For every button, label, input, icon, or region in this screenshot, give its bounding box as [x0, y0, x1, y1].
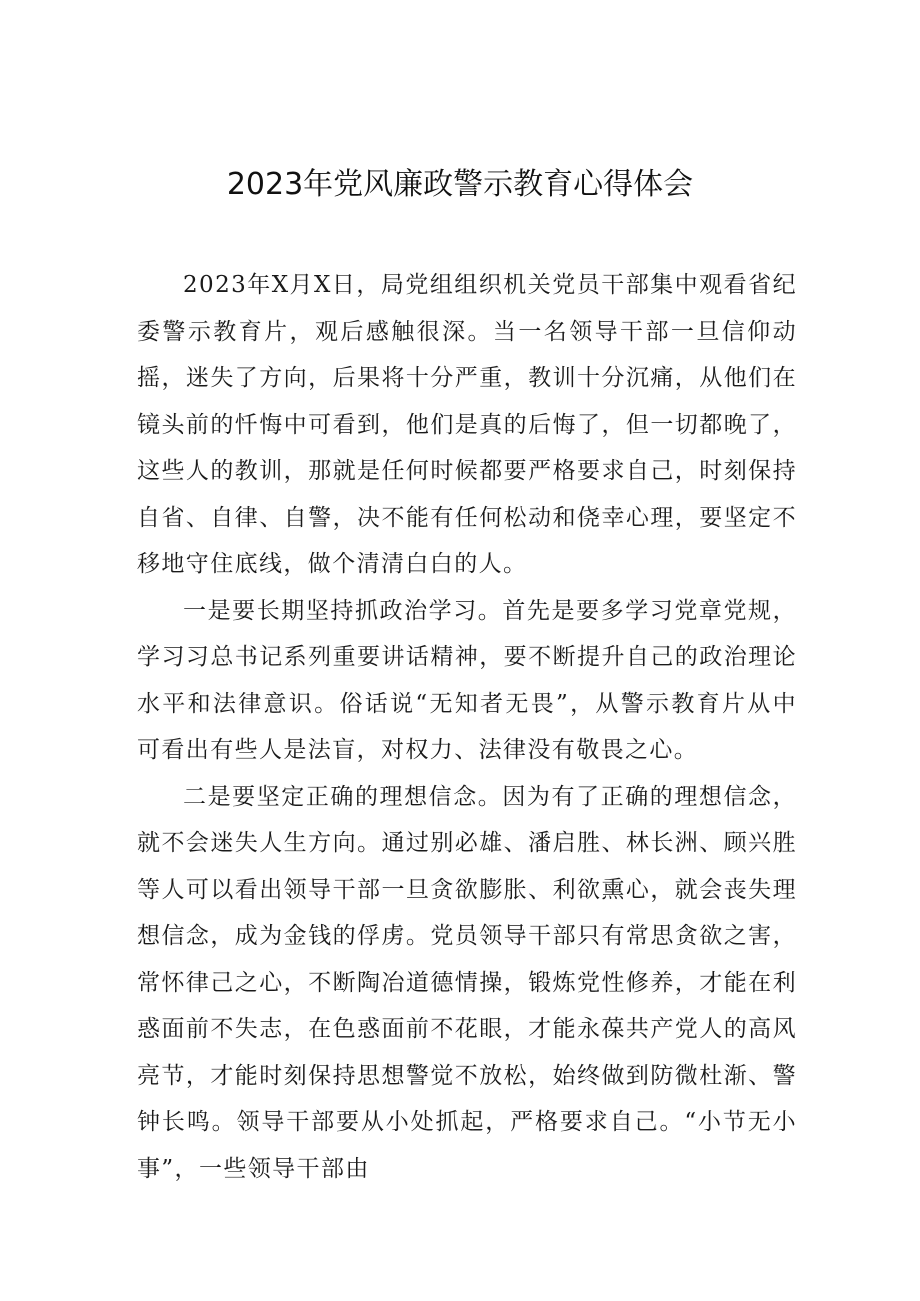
paragraph-intro: 2023年X月X日，局党组组织机关党员干部集中观看省纪委警示教育片，观后感触很深。当一名领导干部一旦信仰动摇，迷失了方向，后果将十分严重，教训十分沉痛，从他们在镜头前的忏悔中可看到，他们是真的后悔了，但一切都晚了，这些人的教训，那就是任何时候都要严格要求自己，时刻保持自省、自律、自警，决不能有任何松动和侥幸心理，要坚定不移地守住底线，做个清清白白的人。	[137, 272, 797, 577]
document-body	[137, 262, 797, 1192]
paragraph-point-two: 二是要坚定正确的理想信念。因为有了正确的理想信念，就不会迷失人生方向。通过别必雄、潘启胜、林长洲、顾兴胜等人可以看出领导干部一旦贪欲膨胀、利欲熏心，就会丧失理想信念，成为金钱的俘虏。党员领导干部只有常思贪欲之害，常怀律己之心，不断陶冶道德情操，锻炼党性修养，才能在利惑面前不失志，在色惑面前不花眼，才能永葆共产党人的高风亮节，才能时刻保持思想警觉不放松，始终做到防微杜渐、警钟长鸣。领导干部要从小处抓起，严格要求自己。“小节无小事”，一些领导干部由	[137, 783, 797, 1182]
document-title: 2023年党风廉政警示教育心得体会	[226, 167, 694, 202]
paragraph-point-one: 一是要长期坚持抓政治学习。首先是要多学习党章党规，学习习总书记系列重要讲话精神，要不断提升自己的政治理论水平和法律意识。俗话说“无知者无畏”，从警示教育片从中可看出有些人是法盲，对权力、法律没有敬畏之心。	[137, 597, 797, 763]
